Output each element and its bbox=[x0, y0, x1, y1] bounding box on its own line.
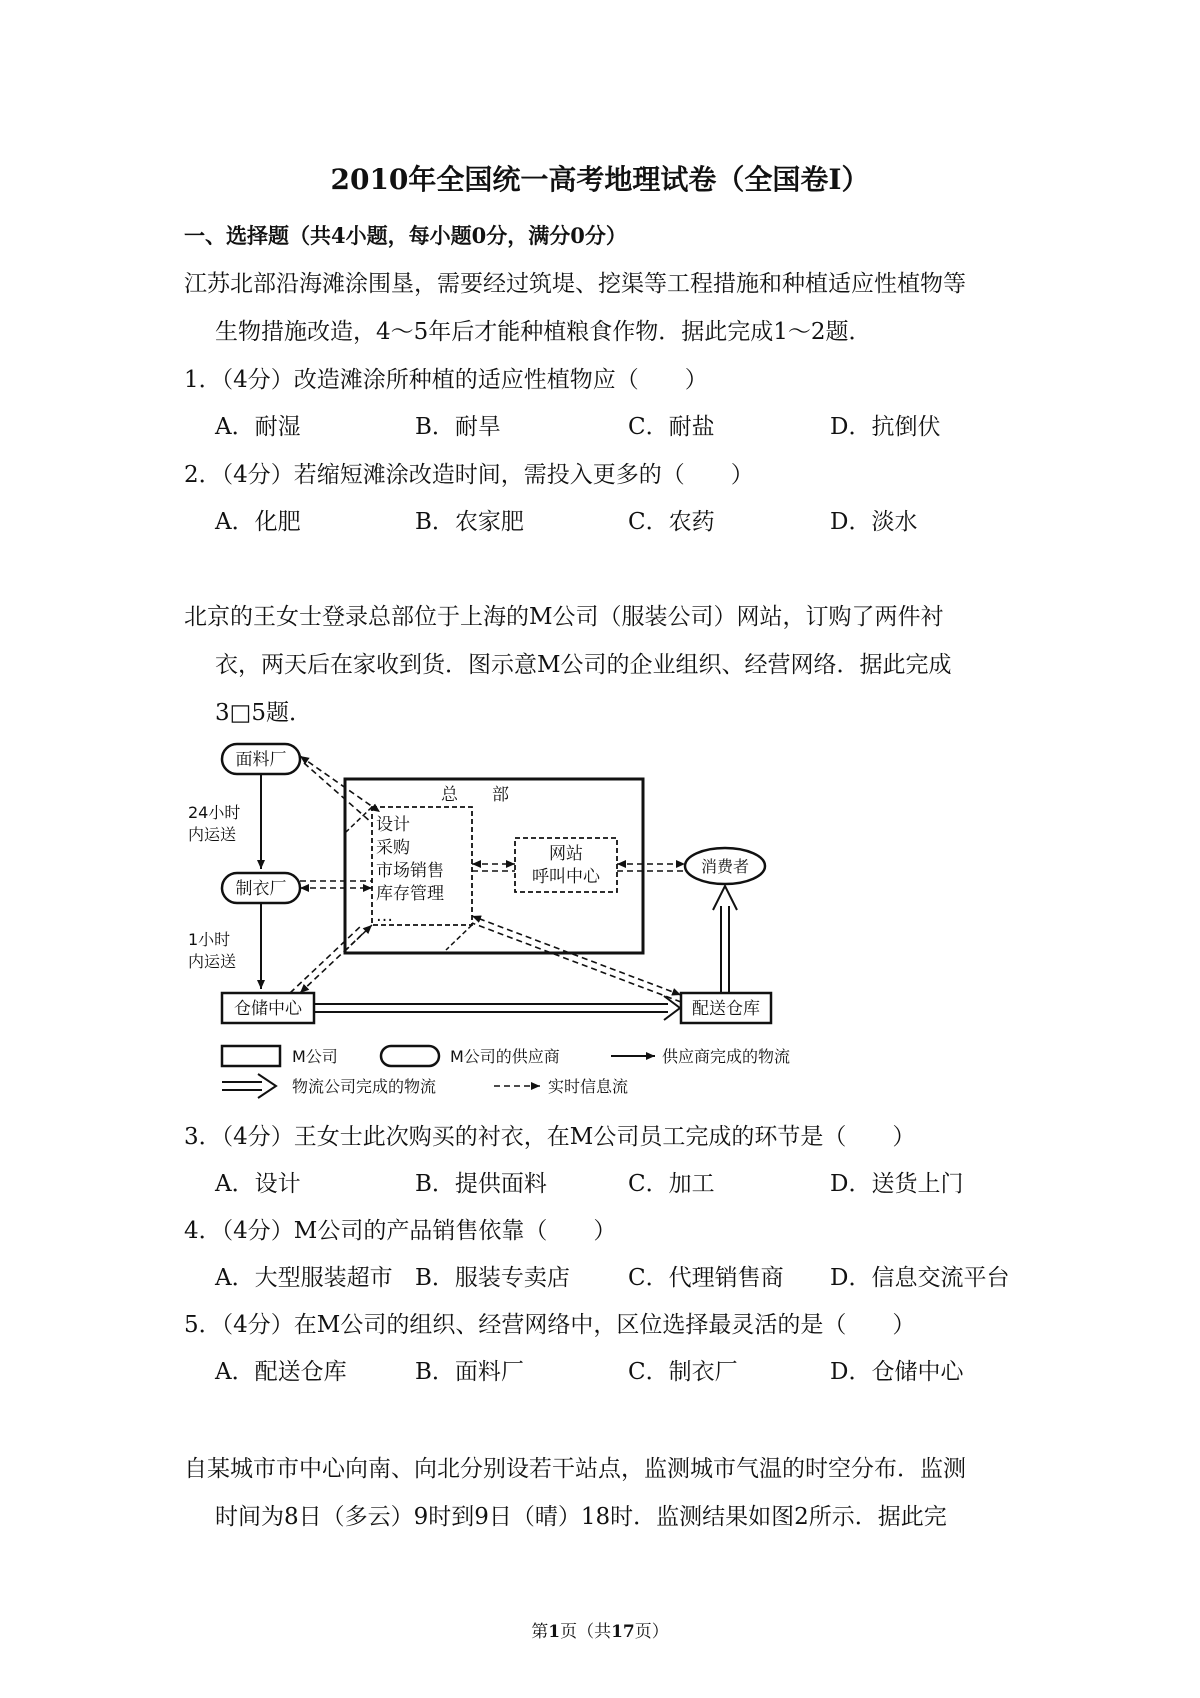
hq-function-purchase: 采购 bbox=[376, 838, 410, 858]
footer-page-number: 1 bbox=[548, 1622, 561, 1642]
footer-suffix: 页） bbox=[634, 1622, 669, 1642]
option-d: D．抗倒伏 bbox=[830, 414, 941, 440]
time-1h-line-2: 内运送 bbox=[188, 952, 237, 971]
website-label: 网站 bbox=[549, 844, 583, 864]
intro-3-line-1: 自某城市市中心向南、向北分别设若干站点，监测城市气温的时空分布．监测 bbox=[184, 1456, 966, 1482]
option-d: D．信息交流平台 bbox=[830, 1265, 1010, 1291]
option-a: A．大型服装超市 bbox=[215, 1265, 393, 1291]
option-c: C．加工 bbox=[628, 1171, 715, 1197]
legend-supplier: M公司的供应商 bbox=[450, 1047, 560, 1066]
option-a: A．耐湿 bbox=[215, 414, 301, 440]
page-title: 2010年全国统一高考地理试卷（全国卷I） bbox=[330, 163, 870, 196]
option-b: B．耐旱 bbox=[415, 414, 501, 440]
option-b: B．提供面料 bbox=[415, 1171, 547, 1197]
page-footer bbox=[0, 1617, 1200, 1642]
hq-function-inventory: 库存管理 bbox=[376, 884, 444, 904]
option-d: D．送货上门 bbox=[830, 1171, 964, 1197]
option-b: B．农家肥 bbox=[415, 509, 524, 535]
legend-supplier-flow: 供应商完成的物流 bbox=[662, 1047, 791, 1066]
storage-center-label: 仓储中心 bbox=[234, 999, 302, 1019]
legend-info-flow: 实时信息流 bbox=[548, 1077, 629, 1096]
option-a: A．化肥 bbox=[215, 509, 301, 535]
time-1h-line-1: 1小时 bbox=[188, 930, 231, 949]
intro-1-line-2: 生物措施改造，4～5年后才能种植粮食作物．据此完成1～2题． bbox=[215, 319, 872, 345]
hq-title: 总 部 bbox=[441, 785, 509, 805]
intro-2-line-3: 3□5题． bbox=[215, 700, 312, 726]
option-c: C．制衣厂 bbox=[628, 1359, 738, 1385]
consumer-label: 消费者 bbox=[700, 857, 750, 876]
call-center-label: 呼叫中心 bbox=[532, 867, 600, 887]
question-5-options bbox=[0, 1353, 1200, 1383]
question-5-stem: 5．（4分）在M公司的组织、经营网络中，区位选择最灵活的是（ ） bbox=[184, 1312, 916, 1338]
option-c: C．代理销售商 bbox=[628, 1265, 784, 1291]
option-b: B．面料厂 bbox=[415, 1359, 524, 1385]
intro-3-line-2: 时间为8日（多云）9时到9日（晴）18时．监测结果如图2所示．据此完 bbox=[215, 1504, 947, 1530]
footer-middle: 页（共 bbox=[560, 1622, 612, 1642]
garment-factory-label: 制衣厂 bbox=[235, 879, 287, 899]
option-b: B．服装专卖店 bbox=[415, 1265, 570, 1291]
legend-company: M公司 bbox=[292, 1047, 338, 1066]
legend-logistics-flow: 物流公司完成的物流 bbox=[292, 1077, 437, 1096]
intro-2-line-1: 北京的王女士登录总部位于上海的M公司（服装公司）网站，订购了两件衬 bbox=[184, 604, 944, 630]
option-c: C．农药 bbox=[628, 509, 715, 535]
option-d: D．仓储中心 bbox=[830, 1359, 964, 1385]
hq-function-sales: 市场销售 bbox=[376, 861, 444, 881]
option-c: C．耐盐 bbox=[628, 414, 715, 440]
question-1-stem: 1．（4分）改造滩涂所种植的适应性植物应（ ） bbox=[184, 367, 708, 393]
option-d: D．淡水 bbox=[830, 509, 918, 535]
footer-prefix: 第 bbox=[531, 1622, 549, 1642]
time-24h-line-1: 24小时 bbox=[188, 803, 241, 822]
fabric-factory-label: 面料厂 bbox=[235, 750, 287, 770]
question-4-options bbox=[0, 1259, 1200, 1289]
delivery-warehouse-label: 配送仓库 bbox=[692, 999, 760, 1019]
footer-total-pages: 17 bbox=[611, 1622, 635, 1642]
question-4-stem: 4．（4分）M公司的产品销售依靠（ ） bbox=[184, 1218, 617, 1244]
hq-function-more: … bbox=[376, 906, 393, 926]
intro-1-line-1: 江苏北部沿海滩涂围垦，需要经过筑堤、挖渠等工程措施和种植适应性植物等 bbox=[184, 271, 966, 297]
time-24h-line-2: 内运送 bbox=[188, 825, 237, 844]
section-heading: 一、选择题（共4小题，每小题0分，满分0分） bbox=[184, 223, 627, 248]
question-3-stem: 3．（4分）王女士此次购买的衬衣，在M公司员工完成的环节是（ ） bbox=[184, 1124, 916, 1150]
hq-function-design: 设计 bbox=[376, 815, 410, 835]
question-3-options bbox=[0, 1165, 1200, 1195]
option-a: A．设计 bbox=[215, 1171, 301, 1197]
question-2-stem: 2．（4分）若缩短滩涂改造时间，需投入更多的（ ） bbox=[184, 462, 754, 488]
option-a: A．配送仓库 bbox=[215, 1359, 347, 1385]
intro-2-line-2: 衣，两天后在家收到货．图示意M公司的企业组织、经营网络．据此完成 bbox=[215, 652, 952, 678]
